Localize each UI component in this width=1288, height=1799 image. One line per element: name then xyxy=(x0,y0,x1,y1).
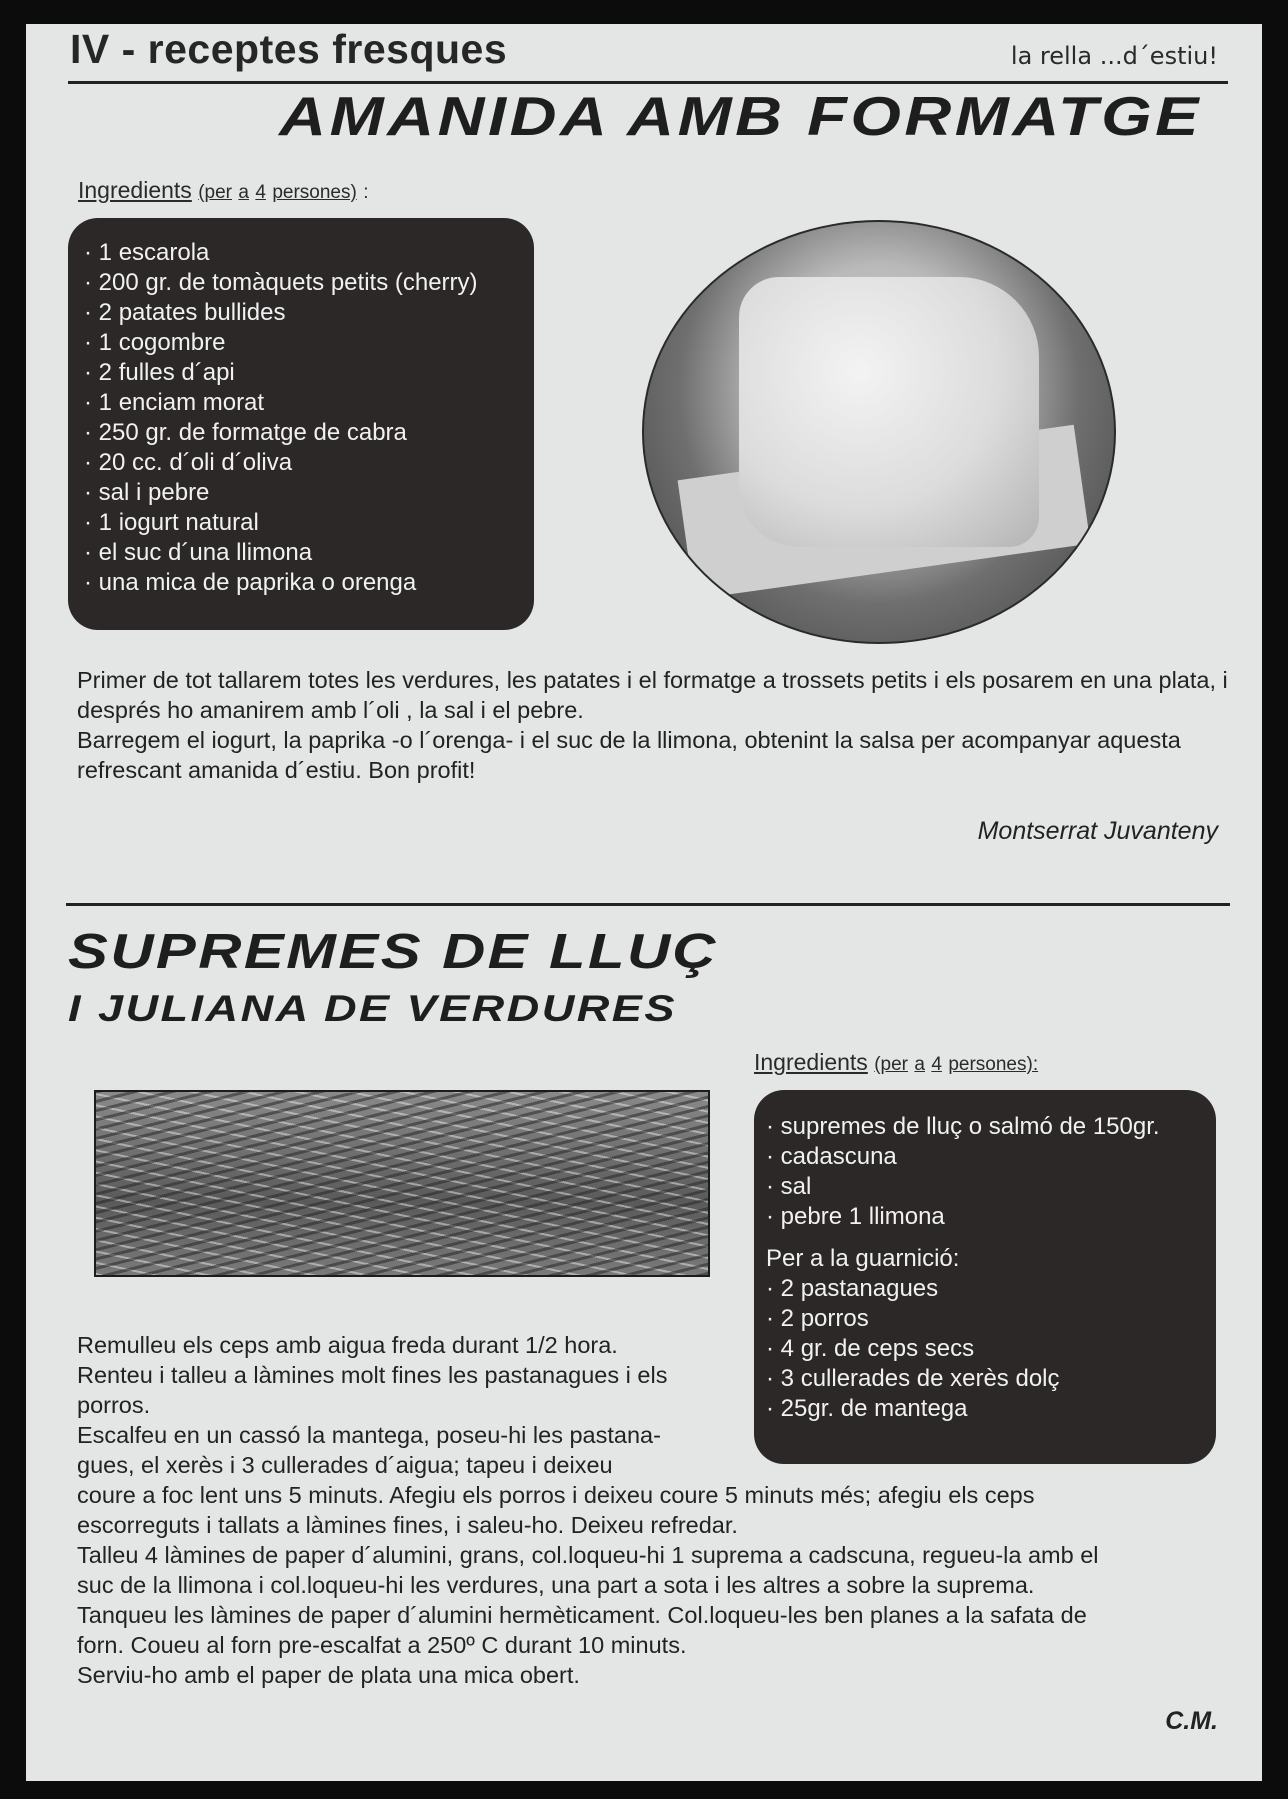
recipe2-title: SUPREMES DE LLUÇ xyxy=(68,925,719,979)
recipe2-instructions-narrow xyxy=(77,1330,737,1480)
ingredients-word: Ingredients xyxy=(754,1049,868,1075)
recipe2-ingredients-box xyxy=(754,1090,1216,1464)
recipe2-instructions-wide xyxy=(77,1480,1247,1690)
cheese-shape xyxy=(739,277,1039,547)
ingredient-item: · 20 cc. d´oli d´oliva xyxy=(84,448,518,478)
recipe2-ingredient-list xyxy=(766,1112,1202,1232)
instruction-line: Escalfeu en un cassó la mantega, poseu-hi les pastana- xyxy=(77,1422,661,1448)
instruction-line: Renteu i talleu a làmines molt fines les pastanagues i els xyxy=(77,1362,668,1388)
instruction-line: Remulleu els ceps amb aigua freda durant 1/2 hora. xyxy=(77,1332,618,1358)
ingredient-item: · supremes de lluç o salmó de 150gr. xyxy=(766,1112,1202,1142)
recipe1-instructions xyxy=(77,665,1237,785)
section-divider xyxy=(66,903,1230,906)
heading-persons: persones): xyxy=(948,1054,1039,1075)
instruction-line: suc de la llimona i col.loqueu-hi les verdures, una part a sota i les altres a sobre la suprema. xyxy=(77,1572,1035,1598)
ingredient-item: · 1 iogurt natural xyxy=(84,508,518,538)
vegetables-photo xyxy=(94,1090,710,1277)
recipe2-ingredients-heading xyxy=(754,1049,1038,1076)
instruction-line: coure a foc lent uns 5 minuts. Afegiu els porros i deixeu coure 5 minuts més; afegiu els ceps xyxy=(77,1482,1035,1508)
ingredient-item: · 2 patates bullides xyxy=(84,298,518,328)
section-title: IV - receptes fresques xyxy=(70,26,508,72)
recipe2-author: C.M. xyxy=(1165,1707,1218,1735)
garnish-list xyxy=(766,1274,1202,1424)
heading-a: a xyxy=(238,182,249,203)
cheese-photo xyxy=(642,220,1116,644)
instruction-line: escorreguts i tallats a làmines fines, i saleu-ho. Deixeu refredar. xyxy=(77,1512,738,1538)
ingredient-item: · 1 enciam morat xyxy=(84,388,518,418)
heading-per: (per xyxy=(198,182,232,203)
recipe2-subtitle: I JULIANA DE VERDURES xyxy=(68,988,677,1029)
ingredient-item: · 2 fulles d´api xyxy=(84,358,518,388)
ingredient-item: · 250 gr. de formatge de cabra xyxy=(84,418,518,448)
instruction-paragraph: Primer de tot tallarem totes les verdures, les patates i el formatge a trossets petits i els posarem en una plata, i després ho amanirem amb l´oli , la sal i el pebre. xyxy=(77,667,1228,723)
instruction-paragraph: Barregem el iogurt, la paprika -o l´orenga- i el suc de la llimona, obtenint la salsa per acompanyar aquesta refrescant amanida d´estiu. Bon profit! xyxy=(77,727,1181,783)
instruction-line: Tanqueu les làmines de paper d´alumini hermèticament. Col.loqueu-les ben planes a la safata de xyxy=(77,1602,1087,1628)
garnish-item: · 2 porros xyxy=(766,1304,1202,1334)
recipe1-ingredients-heading xyxy=(78,177,369,204)
heading-num: 4 xyxy=(931,1054,942,1075)
heading-persons: persones) xyxy=(272,182,357,203)
recipe1-title: AMANIDA AMB FORMATGE xyxy=(279,85,1203,147)
recipe1-ingredients-box xyxy=(68,218,534,630)
instruction-line: porros. xyxy=(77,1392,151,1418)
garnish-item: · 2 pastanagues xyxy=(766,1274,1202,1304)
heading-colon: : xyxy=(363,182,369,203)
recipe1-author: Montserrat Juvanteny xyxy=(977,817,1218,845)
ingredient-item: · una mica de paprika o orenga xyxy=(84,568,518,598)
magazine-page xyxy=(26,24,1262,1781)
instruction-line: Talleu 4 làmines de paper d´alumini, grans, col.loqueu-hi 1 suprema a cadscuna, regueu-la amb el xyxy=(77,1542,1099,1568)
recipe1-ingredient-list xyxy=(84,238,518,598)
ingredient-item: · sal i pebre xyxy=(84,478,518,508)
ingredient-item: · pebre 1 llimona xyxy=(766,1202,1202,1232)
ingredient-item: · cadascuna xyxy=(766,1142,1202,1172)
instruction-line: forn. Coueu al forn pre-escalfat a 250º C durant 10 minuts. xyxy=(77,1632,687,1658)
heading-per: (per xyxy=(874,1054,908,1075)
garnish-item: · 4 gr. de ceps secs xyxy=(766,1334,1202,1364)
ingredient-item: · sal xyxy=(766,1172,1202,1202)
ingredient-item: · el suc d´una llimona xyxy=(84,538,518,568)
garnish-item: · 3 cullerades de xerès dolç xyxy=(766,1364,1202,1394)
ingredients-word: Ingredients xyxy=(78,177,192,203)
ingredient-item: · 200 gr. de tomàquets petits (cherry) xyxy=(84,268,518,298)
ingredient-item: · 1 cogombre xyxy=(84,328,518,358)
heading-num: 4 xyxy=(255,182,266,203)
garnish-label: Per a la guarnició: xyxy=(766,1245,960,1272)
ingredient-item: · 1 escarola xyxy=(84,238,518,268)
heading-a: a xyxy=(914,1054,925,1075)
instruction-line: gues, el xerès i 3 cullerades d´aigua; tapeu i deixeu xyxy=(77,1452,613,1478)
publication-name: la rella ...d´estiu! xyxy=(1010,42,1218,70)
garnish-item: · 25gr. de mantega xyxy=(766,1394,1202,1424)
instruction-line: Serviu-ho amb el paper de plata una mica obert. xyxy=(77,1662,580,1688)
